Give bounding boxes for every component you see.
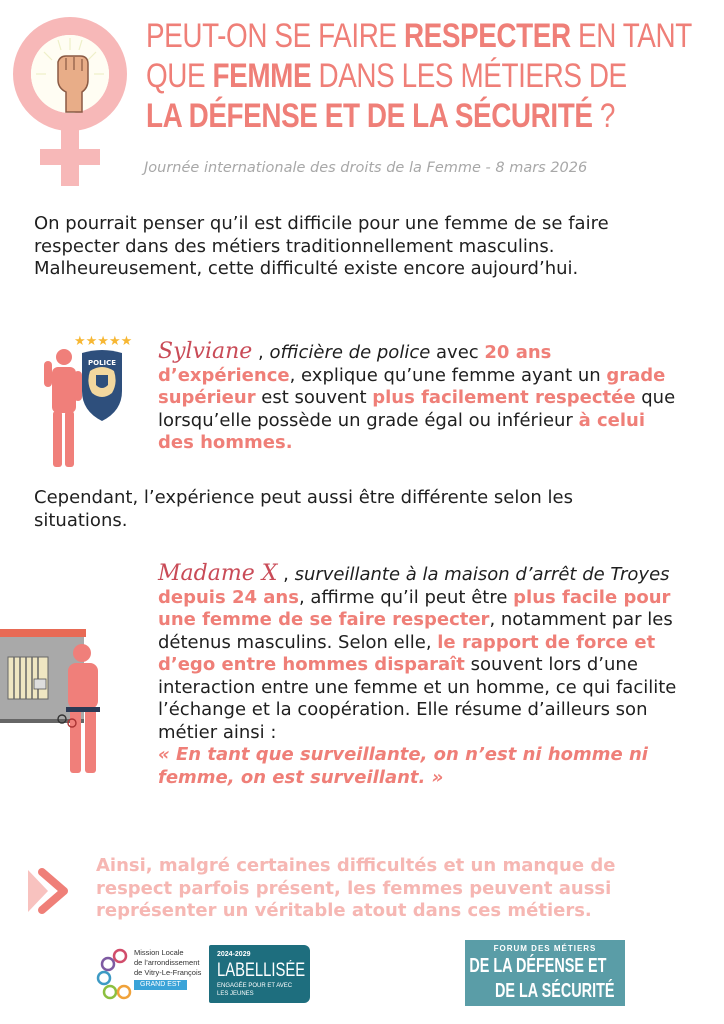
- double-chevron-icon: [26, 868, 76, 914]
- intro-paragraph: On pourrait penser qu’il est difficile pour une femme de se faire respecter dans des métiers traditionnellement masculins. Malheureusement, cette difficulté existe encore aujourd’hui.: [34, 213, 609, 279]
- mission-locale-logo: Mission Locale de l’arrondissement de Vitry-Le-François GRAND EST: [96, 942, 206, 1006]
- transition-paragraph: Cependant, l’expérience peut aussi être différente selon les situations.: [34, 487, 573, 531]
- title-line-2: QUE FEMME DANS LES MÉTIERS DE: [146, 57, 627, 95]
- page-title: [146, 16, 720, 136]
- subtitle: Journée internationale des droits de la Femme - 8 mars 2026: [144, 160, 588, 176]
- title-line-3: LA DÉFENSE ET DE LA SÉCURITÉ ?: [146, 97, 615, 135]
- title-line-1: PEUT-ON SE FAIRE RESPECTER EN TANT: [146, 17, 692, 55]
- signature-name: Madame X: [158, 561, 278, 586]
- testimony-sylviane: Sylviane , officière de police avec 20 ans d’expérience, explique qu’une femme ayant un grade supérieur est souvent plus facilement respectée que lorsqu’elle possède un grade égal ou inférieur à celui des hommes.: [158, 339, 676, 453]
- quote: « En tant que surveillante, on n’est ni homme ni femme, on est surveillant. »: [158, 744, 648, 788]
- police-badge-text: POLICE: [88, 359, 117, 367]
- conclusion-paragraph: Ainsi, malgré certaines difficultés et un manque de respect parfois présent, les femmes peuvent aussi représenter un véritable atout dans ces métiers.: [96, 855, 616, 921]
- testimony-madame-x: Madame X , surveillante à la maison d’arrêt de Troyes depuis 24 ans, affirme qu’il peut être plus facile pour une femme de se faire respecter, notamment par les détenus masculins. Selon elle, le rapport de force et d’ego entre hommes disparaît souvent lors d’une interaction entre une femme et un homme, ce qui facilite l’échange et la coopération. Elle résume d’ailleurs son métier ainsi : « En tant que surveillante, on n’est ni homme ni femme, on est surveillant. »: [158, 561, 677, 788]
- grand-est-badge: GRAND EST: [134, 980, 187, 990]
- police-officer-icon: [34, 331, 134, 471]
- mission-locale-rings-icon: [96, 946, 136, 1002]
- labellisee-badge: 2024-2029 LABELLISÉE ! ENGAGÉE POUR ET AVEC LES JEUNES: [209, 945, 310, 1003]
- prison-guard-icon: [0, 623, 110, 778]
- svg-text:★★★★★: ★★★★★: [74, 334, 133, 349]
- forum-logo: FORUM DES MÉTIERS DE LA DÉFENSE ET DE LA SÉCURITÉ: [465, 940, 625, 1006]
- venus-fist-icon: [8, 12, 132, 190]
- signature-name: Sylviane: [158, 339, 253, 364]
